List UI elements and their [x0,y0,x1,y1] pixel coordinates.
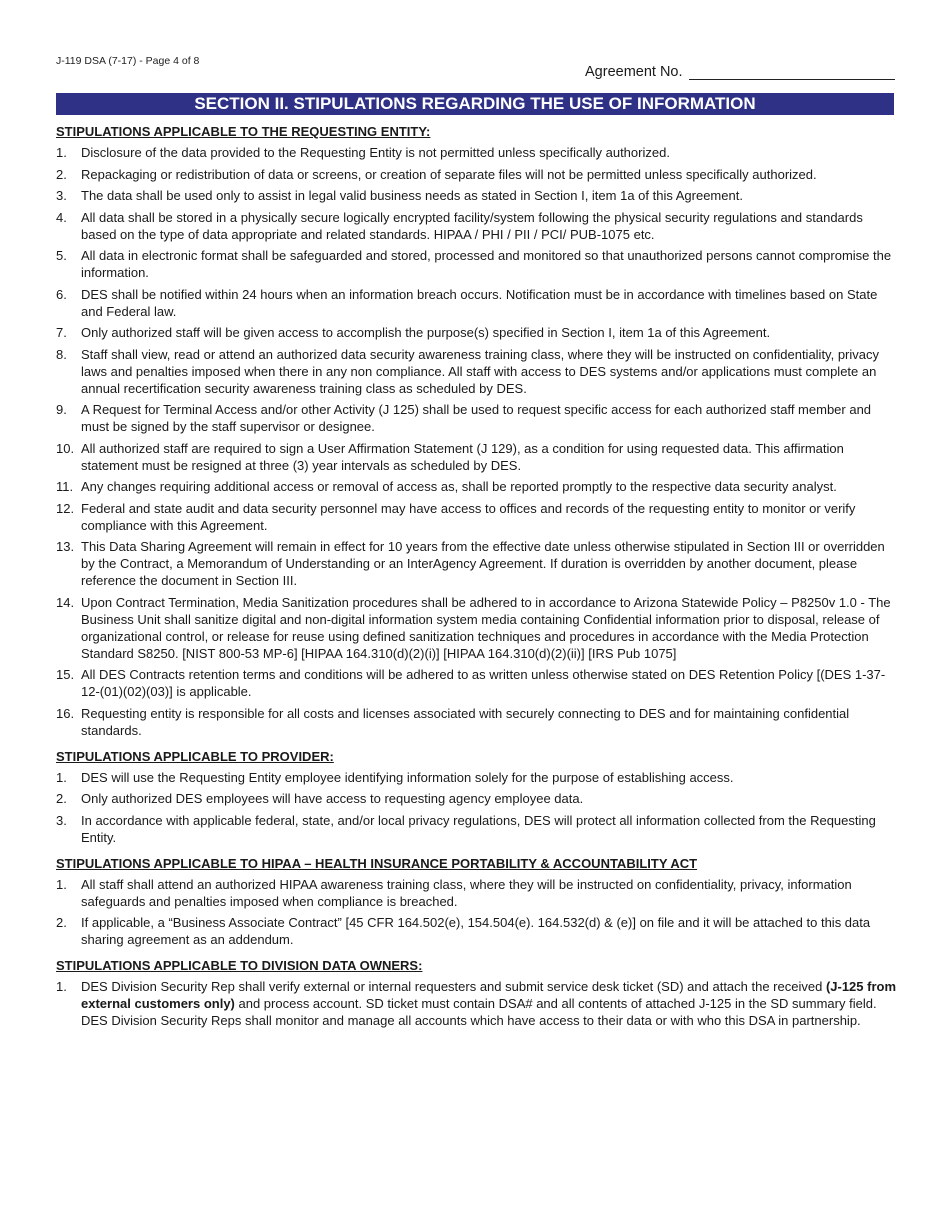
list-item-text: Only authorized staff will be given access to accomplish the purpose(s) specified in Section I, item 1a of this Agreement. [81,325,771,340]
list-item-number: 6. [56,286,67,302]
list-item-text: Only authorized DES employees will have access to requesting agency employee data. [81,791,584,806]
list-item-text: If applicable, a “Business Associate Contract” [45 CFR 164.502(e), 154.504(e). 164.532(d) & (e)] on file and it will be attached to this data sharing agreement as an addendum. [81,915,871,947]
list-item-text: All DES Contracts retention terms and conditions will be adhered to as written unless otherwise stated on DES Retention Policy [(DES 1-37-12-(01)(02)(03)] is applicable. [81,667,886,699]
list-item [56,346,896,397]
list-item-text: This Data Sharing Agreement will remain in effect for 10 years from the effective date unless otherwise stipulated in Section III or overridden by the Contract, a Memorandum of Understanding or an InterAgency Agreement. If duration is overridden by another document, please reference the document in Section III. [81,539,885,588]
list-item [56,478,896,495]
list-item [56,286,896,320]
list-item-number: 2. [56,915,67,930]
list-item-number: 7. [56,325,67,340]
list-item [56,705,896,739]
list-item-text: The data shall be used only to assist in legal valid business needs as stated in Section I, item 1a of this Agreement. [81,188,743,203]
list-item-number: 4. [56,209,67,225]
list-item-text: In accordance with applicable federal, state, and/or local privacy regulations, DES will protect all information collected from the Requesting Entity. [81,812,876,845]
list-item [56,812,896,846]
list-item-text: All authorized staff are required to sign a User Affirmation Statement (J 129), as a condition for using requested data. This affirmation statement must be resigned at three (3) year intervals as scheduled by DES. [81,440,844,473]
agreement-number-blank-line [689,65,895,80]
list-item-text-part: and process account. SD ticket must contain DSA# and all contents of attached J-125 in the SD summary field. DES Division Security Reps shall monitor and manage all accounts which have access to their data or with who this DSA in partnership. [81,996,877,1028]
list-item [56,500,896,534]
list-item-text: Disclosure of the data provided to the Requesting Entity is not permitted unless specifically authorized. [81,145,670,160]
list-item [56,538,896,589]
list-item-text: A Request for Terminal Access and/or other Activity (J 125) shall be used to request specific access for each authorized staff member and must be signed by the staff supervisor or designee. [81,402,872,434]
requesting-entity-list [56,144,896,739]
list-item-number: 1. [56,769,67,785]
list-item-number: 12. [56,500,75,516]
list-item-number: 3. [56,812,67,828]
list-item-text: Repackaging or redistribution of data or screens, or creation of separate files will not be permitted unless specifically authorized. [81,166,817,182]
list-item-number: 1. [56,145,67,160]
list-item [56,876,896,910]
list-item-number: 8. [56,346,67,362]
list-item-number: 13. [56,539,75,554]
list-item-text: Upon Contract Termination, Media Sanitization procedures shall be adhered to in accordance to Arizona Statewide Policy – P8250v 1.0 - The Business Unit shall sanitize digital and non-digital information system media containing Confidential information prior to disposal, release of organizational control, or release for reuse using defined sanitization techniques and procedures in accordance with the Media Protection Standard S8250. [NIST 800-53 MP-6] [HIPAA 164.310(d)(2)(i)] [HIPAA 164.310(d)(2)(ii)] [IRS Pub 1075] [81,594,891,661]
list-item-text [81,978,896,1029]
list-item [56,166,896,183]
list-item-number: 1. [56,979,67,994]
provider-list [56,769,896,846]
list-item-number: 1. [56,876,67,892]
document-body [56,123,896,1034]
list-item-text: Any changes requiring additional access or removal of access as, shall be reported promptly to the respective data security analyst. [81,479,837,494]
provider-heading: STIPULATIONS APPLICABLE TO PROVIDER: [56,748,334,764]
list-item-text: Staff shall view, read or attend an authorized data security awareness training class, where they will be instructed on confidentiality, privacy laws and penalties imposed when there in any non compliance. All staff with access to DES systems and/or applications must complete an annual recertification security awareness training class as scheduled by DES. [81,346,879,396]
list-item-number: 10. [56,440,75,456]
list-item [56,187,896,204]
list-item-number: 15. [56,667,75,682]
list-item-text: All staff shall attend an authorized HIPAA awareness training class, where they will be instructed on confidentiality, privacy, information safeguards and penalties imposed when compliance is breached. [81,876,852,909]
list-item-number: 3. [56,188,67,203]
list-item [56,401,896,435]
division-data-owners-list [56,978,896,1029]
list-item [56,666,896,700]
agreement-number-label: Agreement No. [585,64,683,80]
list-item [56,978,896,1029]
list-item [56,144,896,161]
list-item-number: 5. [56,248,67,263]
list-item-text: DES will use the Requesting Entity employee identifying information solely for the purpose of establishing access. [81,769,734,785]
list-item [56,914,896,948]
requesting-entity-heading: STIPULATIONS APPLICABLE TO THE REQUESTING ENTITY: [56,124,431,139]
list-item-text: DES shall be notified within 24 hours when an information breach occurs. Notification must be in accordance with timelines based on State and Federal law. [81,286,878,319]
agreement-number-field [585,64,895,80]
list-item-number: 9. [56,402,67,417]
list-item [56,790,896,807]
list-item [56,594,896,662]
section-banner: SECTION II. STIPULATIONS REGARDING THE USE OF INFORMATION [56,93,894,115]
list-item-text-bold: (J-125 from external customers only) [81,979,897,1011]
list-item-number: 11. [56,479,74,494]
list-item-text: Requesting entity is responsible for all costs and licenses associated with securely connecting to DES and for maintaining confidential standards. [81,705,850,738]
form-identifier: J-119 DSA (7-17) - Page 4 of 8 [56,55,200,67]
list-item [56,247,896,281]
list-item [56,324,896,341]
division-data-owners-heading: STIPULATIONS APPLICABLE TO DIVISION DATA OWNERS: [56,958,423,973]
list-item [56,769,896,786]
list-item-number: 16. [56,705,75,721]
list-item [56,440,896,474]
list-item [56,209,896,243]
hipaa-list [56,876,896,949]
hipaa-heading: STIPULATIONS APPLICABLE TO HIPAA – HEALTH INSURANCE PORTABILITY & ACCOUNTABILITY ACT [56,855,698,871]
list-item-text: All data shall be stored in a physically secure logically encrypted facility/system following the physical security regulations and standards based on the type of data appropriate and related standards. HIPAA / PHI / PII / PCI/ PUB-1075 etc. [81,209,863,242]
list-item-text-part: DES Division Security Rep shall verify external or internal requesters and submit service desk ticket (SD) and attach the received [81,979,826,994]
list-item-number: 2. [56,166,67,182]
list-item-text: All data in electronic format shall be safeguarded and stored, processed and monitored so that unauthorized persons cannot compromise the information. [81,248,892,280]
list-item-number: 14. [56,594,75,610]
list-item-text: Federal and state audit and data security personnel may have access to offices and records of the requesting entity to monitor or verify compliance with this Agreement. [81,500,856,533]
list-item-number: 2. [56,791,67,806]
